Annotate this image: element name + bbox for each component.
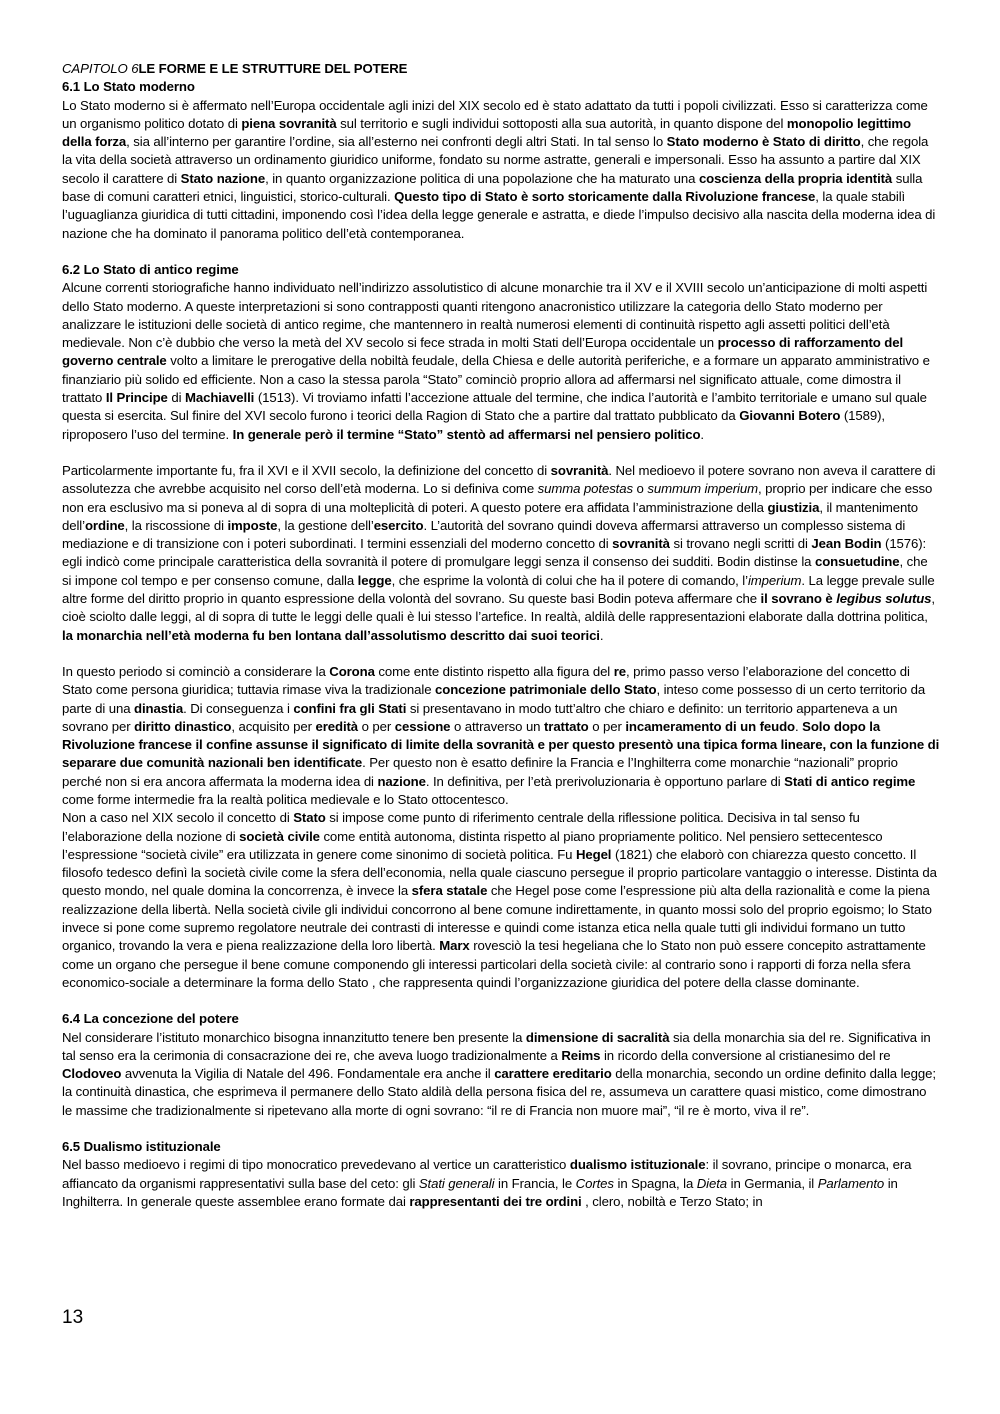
text-run: , che si impone col tempo e per consenso comune, dalla: [62, 554, 928, 588]
text-run: , che esprime la volontà di colui che ha il potere di comando, l’: [391, 572, 748, 588]
text-run: . Nel medioevo il potere sovrano non aveva il carattere di assolutezza che avrebbe acquisito nel corso dell’età moderna. Lo si definiva come: [62, 462, 936, 497]
bold-text: 6.2 Lo Stato di antico regime: [62, 261, 239, 277]
text-run: in Inghilterra. In generale queste assemblee erano formate dai: [62, 1175, 898, 1209]
section-heading: [62, 261, 940, 279]
bold-text: dinastia: [134, 700, 184, 716]
paragraph-spacer: [62, 645, 940, 663]
text-run: .: [700, 426, 704, 442]
paragraph-spacer: [62, 243, 940, 261]
bold-text: concezione patrimoniale dello Stato: [435, 682, 657, 698]
bold-text: In generale però il termine “Stato” stentò ad affermarsi nel pensiero politico: [232, 426, 701, 442]
bold-text: Clodoveo: [62, 1066, 122, 1082]
bold-text: piena sovranità: [241, 115, 337, 131]
bold-text: sfera statale: [411, 883, 488, 899]
text-run: . Di conseguenza i: [183, 700, 294, 716]
page-number: 13: [62, 1307, 84, 1328]
bold-text: Marx: [439, 938, 470, 954]
bold-text: carattere ereditario: [494, 1066, 612, 1082]
text-run: In questo periodo si cominciò a considerare la: [62, 663, 330, 679]
italic-text: CAPITOLO 6: [62, 61, 139, 76]
text-run: (1576): egli indicò come principale caratteristica della sovranità il potere di promulgare leggi senza il consenso dei sudditi. Bodin distinse la: [62, 536, 927, 570]
text-run: Non a caso nel XIX secolo il concetto di: [62, 810, 294, 826]
bold-text: sovranità: [612, 536, 670, 552]
text-run: , inteso come possesso di un certo territorio da parte di una: [62, 682, 926, 716]
section-heading: [62, 1138, 940, 1156]
text-run: o: [632, 481, 648, 497]
bold-text: Machiavelli: [184, 390, 255, 406]
section-heading: [62, 1010, 940, 1028]
text-run: , proprio per indicare che esso non era esclusivo ma si poneva al di sopra di una molteplicità di poteri. A questo potere era affidata l’amministrazione della: [62, 481, 933, 515]
italic-text: Cortes: [575, 1175, 614, 1191]
text-run: (1821) che elaborò con chiarezza questo concetto. Il filosofo tedesco definì la società civile come la sfera dell’economia, nella quale ciascuno persegue il proprio particolare vantaggio o interesse. Distinta da questo mondo, nel quale domina la concorrenza, è invece la: [62, 846, 937, 899]
text-run: Nel considerare l’istituto monarchico bisogna innanzitutto tenere ben presente la: [62, 1029, 526, 1045]
paragraph: [62, 809, 940, 992]
bold-text: imposte: [227, 517, 278, 533]
italic-text: Dieta: [696, 1175, 728, 1191]
text-run: in Spagna, la: [613, 1175, 697, 1191]
bold-text: consuetudine: [814, 554, 900, 570]
text-run: , la riscossione di: [124, 517, 228, 533]
bold-text: Solo dopo la Rivoluzione francese il confine assunse il significato di limite della sovranità e per questo presentò una tipica forma lineare, con la funzione di separare due comunità nazionali ben identificate: [62, 718, 940, 771]
bold-text: Hegel: [575, 846, 612, 862]
text-run: .: [795, 718, 803, 734]
text-run: , clero, nobiltà e Terzo Stato; in: [581, 1193, 763, 1209]
text-run: sia della monarchia sia del re. Significativa in tal senso era la cerimonia di consacrazione dei re, che aveva luogo tradizionalmente a: [62, 1029, 931, 1063]
text-run: di: [167, 390, 185, 406]
text-run: o attraverso un: [450, 718, 544, 734]
text-run: . Per questo non è esatto definire la Francia e l’Inghilterra come monarchie “nazionali” proprio perché non si era ancora affermata la moderna idea di: [62, 755, 898, 789]
text-run: come entità autonoma, distinta rispetto al piano propriamente politico. Nel pensiero settecentesco l’espressione “società civile” era utilizzata in genere come sinonimo di società politica. Fu: [62, 828, 883, 862]
bold-text: Stati di antico regime: [784, 773, 916, 789]
bold-text: legge: [357, 572, 392, 588]
paragraph-spacer: [62, 444, 940, 462]
paragraph-spacer: [62, 1120, 940, 1138]
bold-text: Stato: [293, 810, 326, 826]
bold-text: giustizia: [767, 499, 820, 515]
text-run: sulla base di comuni caratteri etnici, linguistici, storico-culturali.: [62, 170, 923, 205]
bold-text: dualismo istituzionale: [569, 1157, 706, 1173]
bold-text: sovranità: [550, 462, 609, 478]
text-run: come forme intermedie fra la realtà politica medievale e lo Stato ottocentesco.: [62, 791, 509, 807]
paragraph: [62, 279, 940, 444]
bold-text: coscienza della propria identità: [698, 170, 893, 186]
text-run: , acquisito per: [231, 718, 316, 734]
text-run: avvenuta la Vigilia di Natale del 496. Fondamentale era anche il: [121, 1066, 495, 1082]
bold-text: eredità: [315, 718, 359, 734]
text-run: (1513). Vi troviamo infatti l’accezione attuale del termine, che indica l’autorità e l’ambito territoriale e umano sul quale questa si esercita. Sul finire del XVI secolo furono i teorici della Ragion di Stato che a partire dal trattato pubblicato da: [62, 390, 927, 424]
text-run: : il sovrano, principe o monarca, era affiancato da organismi rappresentativi sulla base del ceto: gli: [62, 1157, 912, 1191]
text-run: . L’autorità del sovrano quindi doveva affermarsi attraverso un complesso sistema di mediazione e di transizione con i poteri subordinati. I termini essenziali del moderno concetto di: [62, 517, 906, 552]
bold-text: ordine: [84, 517, 125, 533]
bold-text: Stato moderno è Stato di diritto: [666, 134, 861, 150]
bold-text: dimensione di sacralità: [525, 1029, 670, 1045]
text-run: . La legge prevale sulle altre forme del diritto proprio in quanto espressione della volontà del sovrano. Su queste basi Bodin poteva affermare che: [62, 572, 935, 607]
text-run: Lo Stato moderno si è affermato nell’Europa occidentale agli inizi del XIX secolo ed è stato adattato da tutti i popoli civilizzati. Esso si caratterizza come un organismo politico dotato di: [62, 97, 928, 131]
bold-text: processo di rafforzamento del governo centrale: [62, 335, 904, 369]
bold-text: Jean Bodin: [811, 536, 882, 552]
bold-text: la monarchia nell’età moderna fu ben lontana dall’assolutismo descritto dai suoi teorici: [62, 627, 600, 643]
bold-text: Questo tipo di Stato è sorto storicamente dalla Rivoluzione francese: [394, 189, 816, 205]
bold-text: il sovrano è: [760, 591, 837, 607]
bold-text: rappresentanti dei tre ordini: [409, 1193, 582, 1209]
bold-text: confini fra gli Stati: [293, 700, 407, 716]
text-run: , la quale stabilì l’uguaglianza giuridica di tutti cittadini, imponendo così l’idea della legge generale e astratta, e diede l’impulso decisivo alla nascita della moderna idea di nazione che ha dominato il panorama politico dell’età contemporanea.: [62, 189, 936, 241]
text-run: come ente distinto rispetto alla figura del: [374, 663, 614, 679]
bold-italic-text: legibus solutus: [836, 591, 932, 607]
bold-text: incameramento di un feudo: [625, 718, 796, 734]
bold-text: Corona: [329, 663, 375, 679]
italic-text: summa potestas: [537, 481, 633, 497]
bold-text: Stato nazione: [180, 170, 266, 186]
bold-text: diritto dinastico: [134, 718, 232, 734]
text-run: si presentavano in modo tutt’altro che chiaro e definito: un territorio apparteneva a un sovrano per: [62, 700, 898, 734]
text-run: della monarchia, secondo un ordine definito dalla legge; la continuità dinastica, che esprimeva il permanere dello Stato aldilà della persona fisica del re, assumeva un carattere quasi mistico, come dimostrano le massime che tradizionalmente si ripetevano alla morte di ogni sovrano: “il re di Francia non muore mai”, “il re è morto, viva il re”.: [62, 1066, 936, 1118]
bold-text: LE FORME E LE STRUTTURE DEL POTERE: [138, 61, 408, 76]
section-heading: [62, 78, 940, 96]
text-run: rovesciò la tesi hegeliana che lo Stato non può essere concepito astrattamente come un organo che persegue il bene comune componendo gli interessi particolari della società civile: al contrario sono i rapporti di forza nella sfera economico-sociale a determinare la forma dello Stato , che rappresenta quindi l’organizzazione giuridica del potere della classe dominante.: [62, 938, 926, 990]
bold-text: Giovanni Botero: [739, 408, 841, 424]
bold-text: 6.1 Lo Stato moderno: [62, 79, 195, 95]
text-run: , la gestione dell’: [277, 517, 374, 533]
text-run: , sia all’interno per garantire l’ordine, sia all’esterno nei confronti degli altri Stati. In tal senso lo: [126, 134, 667, 150]
paragraph-spacer: [62, 992, 940, 1010]
bold-text: trattato: [544, 718, 589, 734]
bold-text: monopolio legittimo della forza: [62, 115, 912, 150]
paragraph: [62, 462, 940, 645]
section-heading: [62, 60, 940, 78]
text-run: Particolarmente importante fu, fra il XVI e il XVII secolo, la definizione del concetto di: [62, 462, 551, 478]
bold-text: 6.4 La concezione del potere: [62, 1011, 239, 1027]
italic-text: imperium: [747, 572, 802, 588]
text-run: , cioè sciolto dalle leggi, al di sopra di tutte le leggi delle quali è lui stesso l’artefice. In realtà, aldilà delle rappresentazioni elaborate dalla dottrina politica,: [62, 591, 935, 625]
text-run: Nel basso medioevo i regimi di tipo monocratico prevedevano al vertice un caratteristico: [62, 1157, 570, 1173]
bold-text: società civile: [239, 828, 320, 844]
paragraph: [62, 97, 940, 243]
text-run: o per: [358, 718, 395, 734]
text-run: che Hegel pose come l’espressione più alta della razionalità e come la piena realizzazione della libertà. Nella società civile gli individui concorrono al bene comune indirettamente, in quanto mossi solo del proprio egoismo; lo Stato invece si pone come supremo regolatore neutrale dei contrasti di interesse e quindi come istanza etica nella quale tutti gli individui formano un tutto organico, trovando la vera e piena realizzazione della loro libertà.: [62, 883, 932, 954]
text-run: si impose come punto di riferimento centrale della riflessione politica. Decisiva in tal senso fu l’elaborazione della nozione di: [62, 810, 860, 844]
italic-text: Parlamento: [817, 1175, 885, 1191]
bold-text: Il Principe: [105, 390, 168, 406]
text-run: . In definitiva, per l’età prerivoluzionaria è opportuno parlare di: [425, 773, 785, 789]
bold-text: esercito: [373, 517, 424, 533]
text-run: .: [599, 627, 604, 643]
bold-text: nazione: [377, 773, 426, 789]
text-run: volto a limitare le prerogative della nobiltà feudale, della Chiesa e delle autorità periferiche, e a formare un apparato amministrativo e finanziario più solido ed efficiente. Non a caso la stessa parola “Stato” cominciò proprio allora ad affermarsi nel significato attuale, come dimostra il trattato: [62, 353, 930, 406]
text-run: Alcune correnti storiografiche hanno individuato nell’indirizzo assolutistico di alcune monarchie tra il XV e il XVIII secolo un’anticipazione di molti aspetti dello Stato moderno. A queste interpretazioni si sono contrapposti quanti ritengono anacronistico utilizzare la categoria dello Stato moderno per analizzare le istituzioni delle società di antico regime, che mantennero in realtà numerosi elementi di continuità rispetto agli assetti politici dell’età medievale. Non c’è dubbio che verso la metà del XV secolo si fece strada in molti Stati dell’Europa occidentale un: [62, 280, 928, 351]
text-run: in ricordo della conversione al cristianesimo del re: [600, 1047, 891, 1063]
bold-text: cessione: [394, 718, 451, 734]
italic-text: Stati generali: [418, 1175, 495, 1191]
italic-text: summum imperium: [647, 481, 758, 497]
bold-text: Reims: [561, 1047, 601, 1063]
text-run: in Germania, il: [727, 1175, 818, 1191]
text-run: , in quanto organizzazione politica di una popolazione che ha maturato una: [265, 170, 699, 186]
text-run: sul territorio e sugli individui sottoposti alla sua autorità, in quanto dispone del: [336, 115, 787, 131]
text-run: o per: [588, 718, 626, 734]
bold-text: re: [613, 663, 626, 679]
bold-text: 6.5 Dualismo istituzionale: [62, 1139, 221, 1155]
document-body: [62, 60, 940, 1211]
text-run: , che regola la vita della società attraverso un ordinamento giuridico uniforme, fondato su norme astratte, generali e impersonali. Esso ha assunto a partire dal XIX secolo il carattere di: [62, 134, 929, 186]
text-run: (1589), riproposero l’uso del termine.: [62, 408, 885, 442]
text-run: si trovano negli scritti di: [669, 536, 812, 552]
paragraph: [62, 1029, 940, 1120]
text-run: , primo passo verso l’elaborazione del concetto di Stato come persona giuridica; tuttavia rimase viva la tradizionale: [62, 663, 910, 698]
text-run: in Francia, le: [494, 1175, 576, 1191]
paragraph: [62, 1156, 940, 1211]
paragraph: [62, 663, 940, 809]
text-run: , il mantenimento dell’: [62, 499, 919, 533]
